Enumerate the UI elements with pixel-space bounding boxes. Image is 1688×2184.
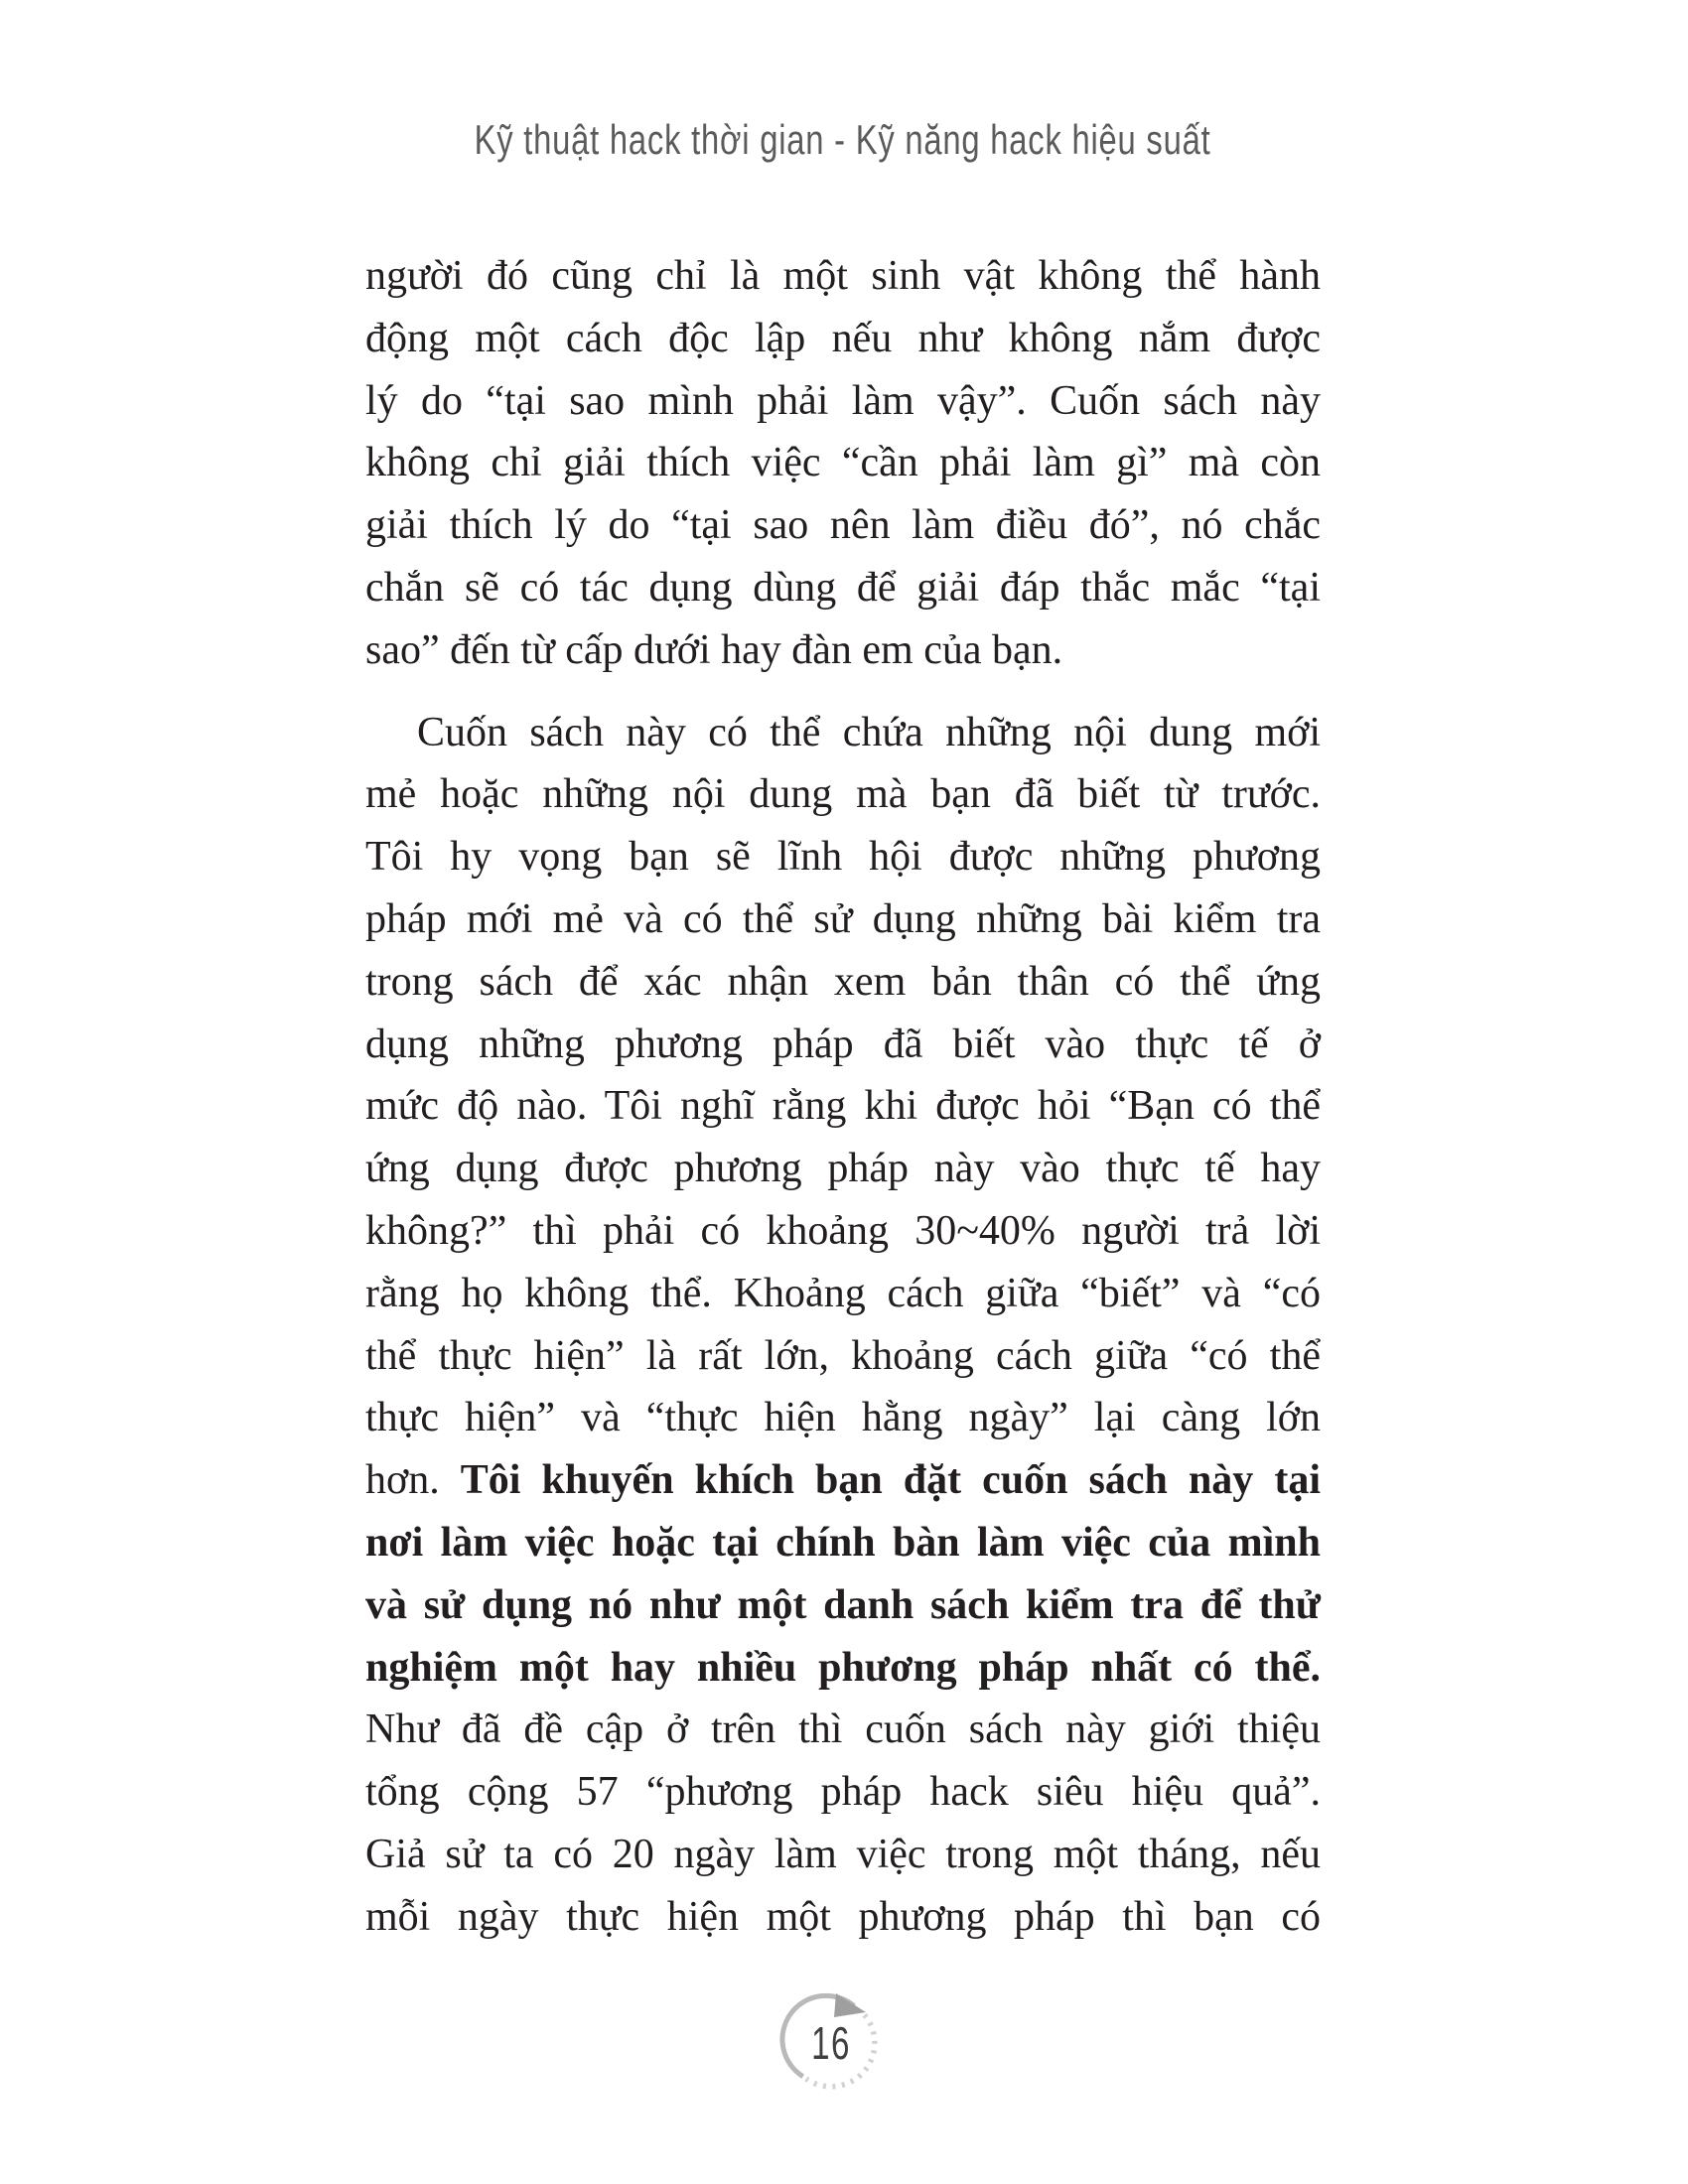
text-line (365, 702, 1321, 764)
bold-text-segment: nghiệm một hay nhiều phương pháp nhất có thể. (365, 1644, 1321, 1691)
text-line (365, 1637, 1321, 1700)
text-line (365, 1699, 1321, 1761)
paragraph (365, 702, 1321, 1949)
text-segment: không?” thì phải có khoảng 30~40% người trả lời (365, 1207, 1321, 1254)
text-segment: thể thực hiện” là rất lớn, khoảng cách giữa “có thể (365, 1332, 1321, 1379)
running-header-text: Kỹ thuật hack thời gian - Kỹ năng hack hiệu suất (475, 116, 1211, 163)
text-line (365, 370, 1321, 433)
text-segment: Tôi hy vọng bạn sẽ lĩnh hội được những phương (365, 834, 1321, 881)
bold-text-segment: và sử dụng nó như một danh sách kiểm tra để thử (365, 1581, 1321, 1628)
text-line (365, 1138, 1321, 1200)
text-segment: hơn. (365, 1457, 461, 1504)
text-line (365, 1512, 1321, 1574)
text-line (365, 1014, 1321, 1076)
text-line (365, 494, 1321, 557)
running-header (365, 117, 1321, 163)
text-line (365, 619, 1321, 682)
text-segment: chắn sẽ có tác dụng dùng để giải đáp thắc mắc “tại (365, 564, 1321, 611)
text-segment: dụng những phương pháp đã biết vào thực tế ở (365, 1021, 1321, 1067)
text-segment: tổng cộng 57 “phương pháp hack siêu hiệu quả”. (365, 1769, 1321, 1816)
text-line (365, 1761, 1321, 1824)
page-number: 16 (811, 2017, 851, 2069)
text-segment: mẻ hoặc những nội dung mà bạn đã biết từ trước. (365, 771, 1321, 818)
text-line (365, 432, 1321, 494)
text-segment: Giả sử ta có 20 ngày làm việc trong một tháng, nếu (365, 1831, 1321, 1877)
text-segment: lý do “tại sao mình phải làm vậy”. Cuốn sách này (365, 377, 1321, 424)
page-marker (776, 1988, 886, 2098)
text-line (365, 1449, 1321, 1512)
text-line (365, 245, 1321, 308)
text-segment: động một cách độc lập nếu như không nắm được (365, 315, 1321, 361)
text-line (365, 1263, 1321, 1325)
text-line (365, 1824, 1321, 1886)
text-segment: giải thích lý do “tại sao nên làm điều đó”, nó chắc (365, 502, 1321, 549)
text-segment: mỗi ngày thực hiện một phương pháp thì bạn có (365, 1893, 1321, 1940)
text-line (365, 1075, 1321, 1138)
text-line (365, 308, 1321, 370)
text-segment: trong sách để xác nhận xem bản thân có thể ứng (365, 958, 1321, 1005)
text-line (365, 826, 1321, 888)
text-segment: ứng dụng được phương pháp này vào thực tế hay (365, 1146, 1321, 1192)
text-block (365, 245, 1321, 1949)
text-segment: sao” đến từ cấp dưới hay đàn em của bạn. (365, 626, 1063, 673)
text-segment: pháp mới mẻ và có thể sử dụng những bài kiểm tra (365, 895, 1321, 942)
bold-text-segment: nơi làm việc hoặc tại chính bàn làm việc của mình (365, 1519, 1321, 1566)
text-segment: người đó cũng chỉ là một sinh vật không thể hành (365, 253, 1321, 299)
text-segment: Như đã đề cập ở trên thì cuốn sách này giới thiệu (365, 1706, 1321, 1753)
text-segment: Cuốn sách này có thể chứa những nội dung mới (417, 709, 1321, 755)
text-line (365, 1325, 1321, 1388)
text-segment: không chỉ giải thích việc “cần phải làm gì” mà còn (365, 440, 1321, 486)
bold-text-segment: Tôi khuyến khích bạn đặt cuốn sách này tại (460, 1457, 1321, 1504)
paragraph (365, 245, 1321, 682)
text-line (365, 1886, 1321, 1949)
text-line (365, 763, 1321, 826)
text-line (365, 557, 1321, 619)
text-segment: thực hiện” và “thực hiện hằng ngày” lại càng lớn (365, 1395, 1321, 1441)
text-segment: rằng họ không thể. Khoảng cách giữa “biết” và “có (365, 1270, 1321, 1316)
text-line (365, 888, 1321, 951)
text-line (365, 1387, 1321, 1449)
text-segment: mức độ nào. Tôi nghĩ rằng khi được hỏi “Bạn có thể (365, 1083, 1321, 1130)
text-line (365, 951, 1321, 1014)
text-line (365, 1200, 1321, 1263)
text-line (365, 1574, 1321, 1637)
